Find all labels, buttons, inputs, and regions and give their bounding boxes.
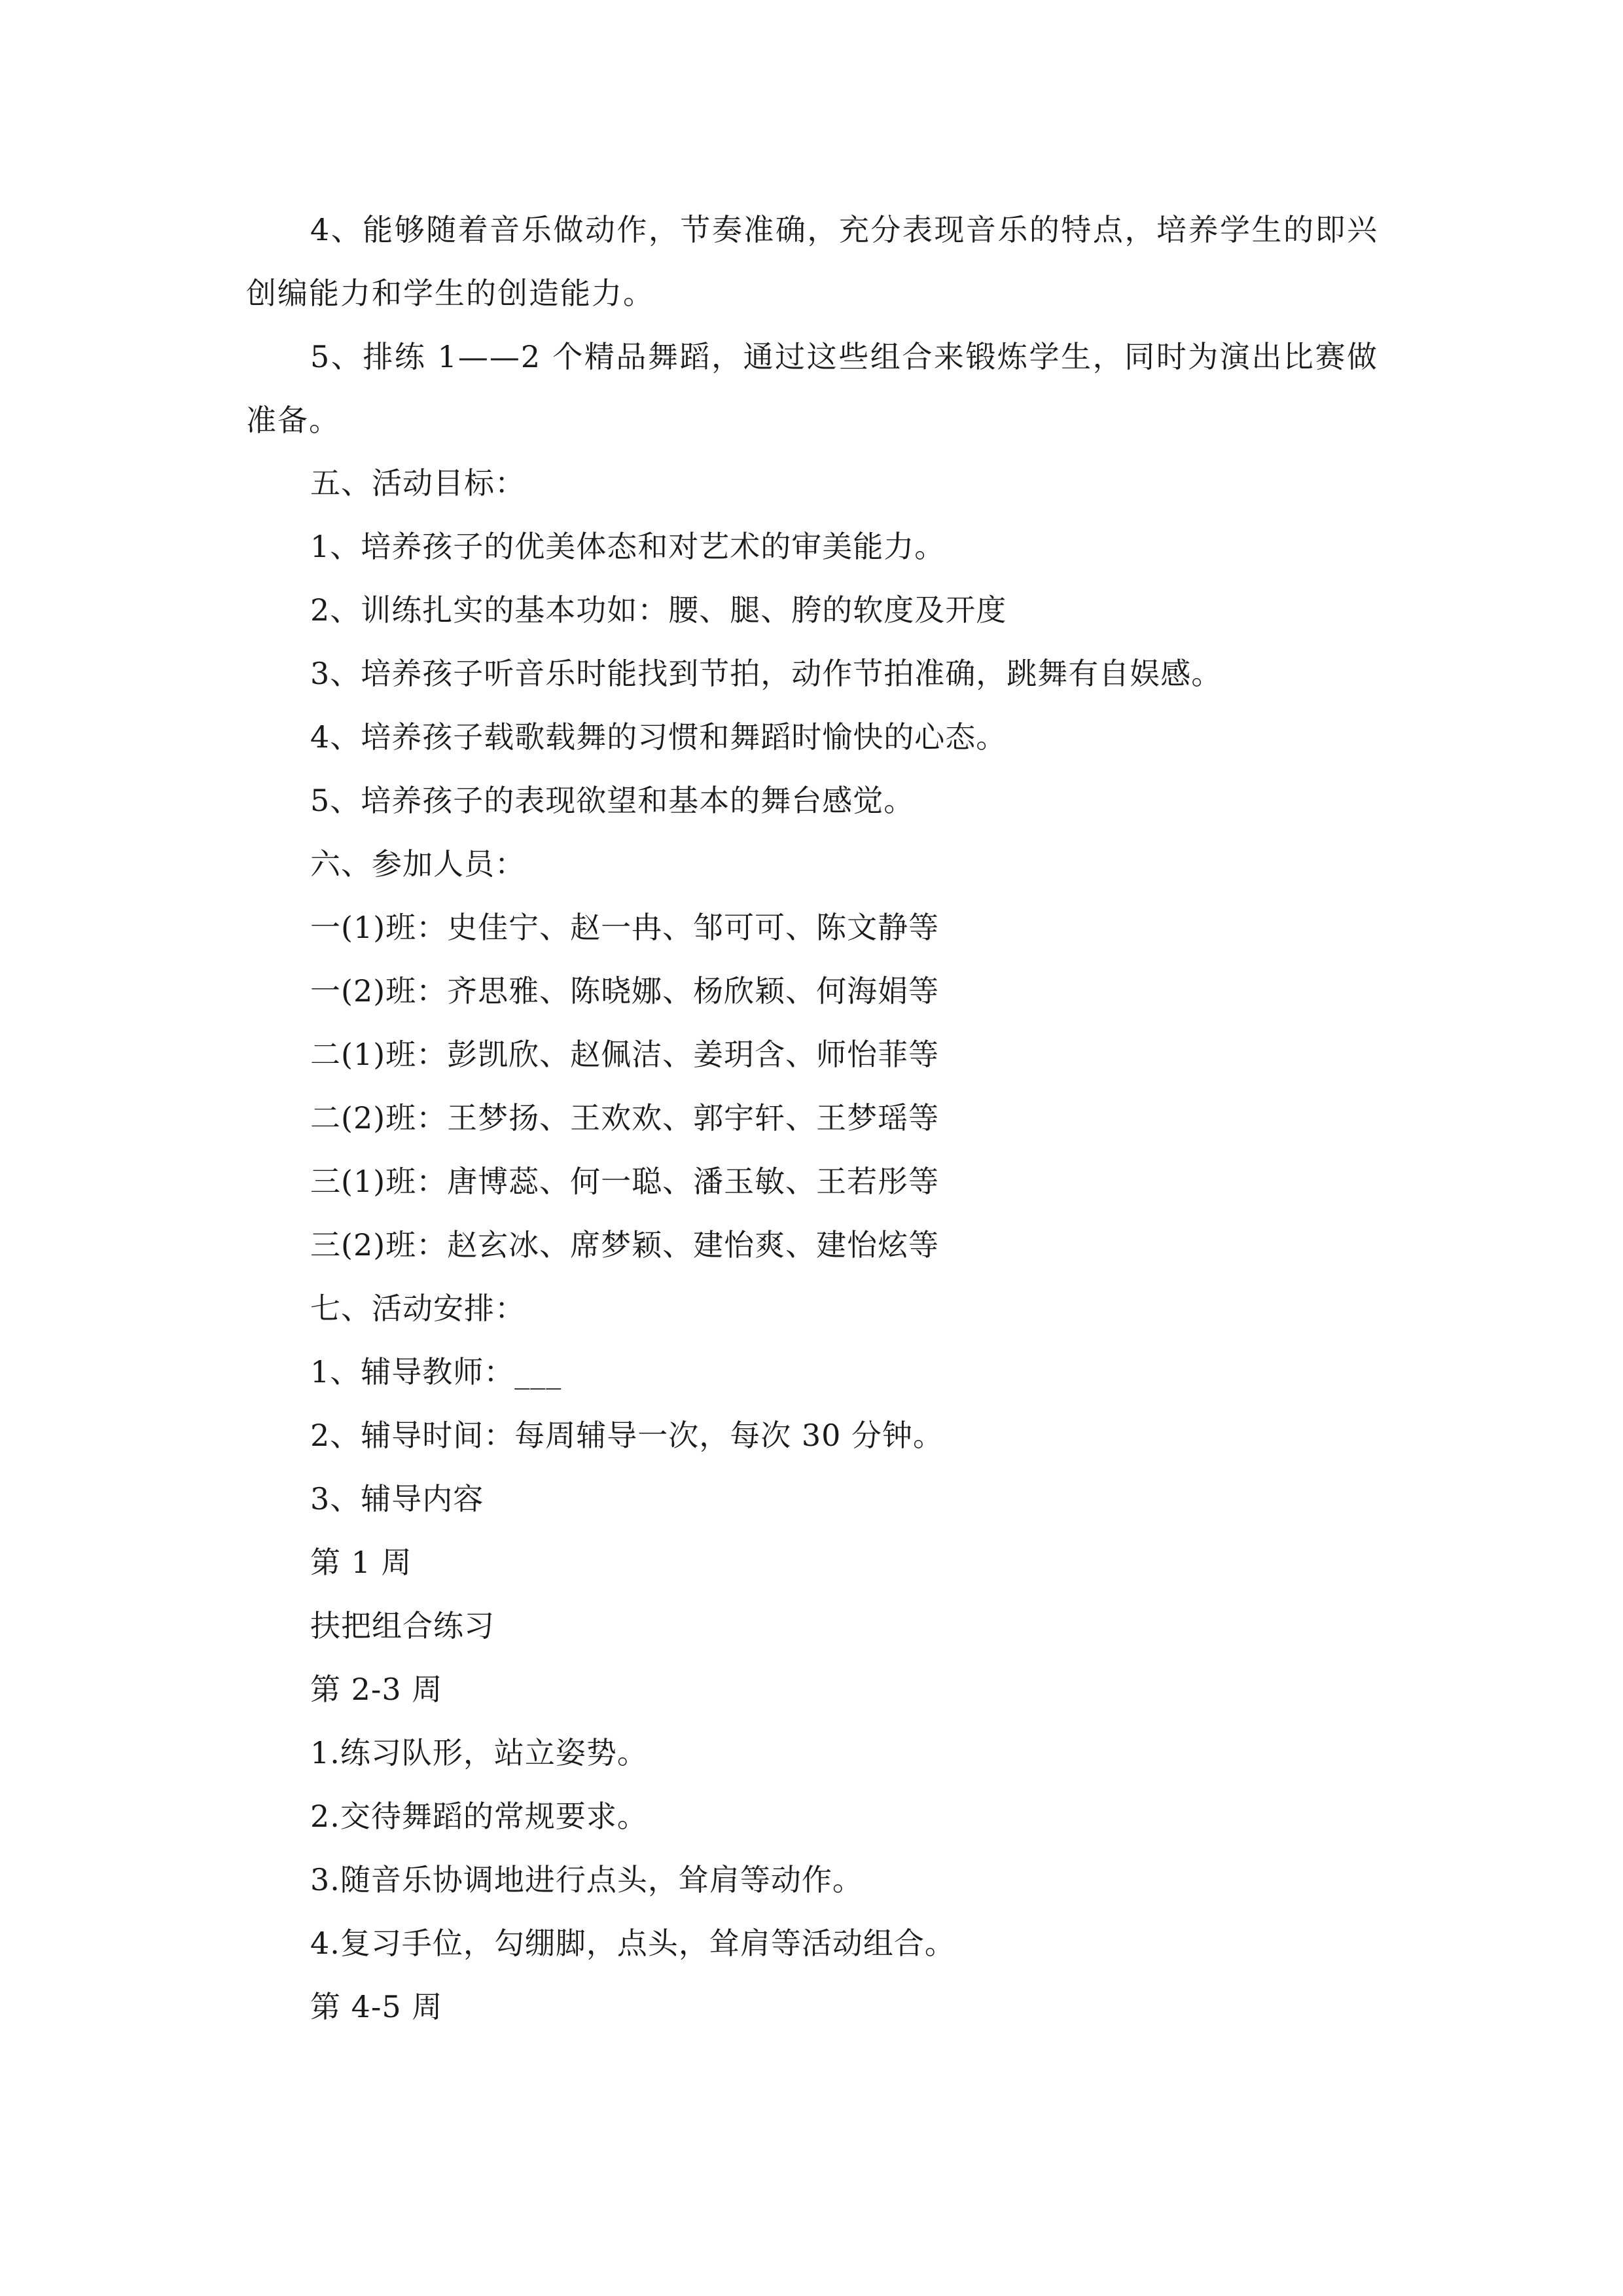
week-4-5-label: 第 4-5 周 [310,1989,443,2024]
week-1-label: 第 1 周 [310,1545,412,1580]
goal-item: 1、培养孩子的优美体态和对艺术的审美能力。 [310,529,946,564]
goal-item: 4、培养孩子载歌载舞的习惯和舞蹈时愉快的心态。 [310,719,1007,755]
participant-class: 三(1)班：唐博蕊、何一聪、潘玉敏、王若彤等 [310,1164,940,1199]
paragraph-item-4: 4、能够随着音乐做动作，节奏准确，充分表现音乐的特点，培养学生的即兴创编能力和学生的创造能力。 [246,212,1378,311]
heading-arrangements: 七、活动安排： [310,1291,526,1326]
paragraph-item-5: 5、排练 1——2 个精品舞蹈，通过这些组合来锻炼学生，同时为演出比赛做准备。 [246,339,1378,438]
participant-class: 二(1)班：彭凯欣、赵佩洁、姜玥含、师怡菲等 [310,1037,940,1072]
arrangement-item: 3、辅导内容 [310,1481,484,1516]
goal-item: 5、培养孩子的表现欲望和基本的舞台感觉。 [310,783,915,818]
heading-activity-goals: 五、活动目标： [310,465,526,501]
week-2-3-item: 3.随音乐协调地进行点头，耸肩等动作。 [310,1862,863,1897]
goal-item: 2、训练扎实的基本功如：腰、腿、胯的软度及开度 [310,592,1007,628]
week-2-3-item: 2.交待舞蹈的常规要求。 [310,1799,648,1834]
week-2-3-item: 1.练习队形，站立姿势。 [310,1735,648,1770]
week-1-content: 扶把组合练习 [310,1608,495,1643]
participant-class: 二(2)班：王梦扬、王欢欢、郭宇轩、王梦瑶等 [310,1100,940,1136]
participant-class: 三(2)班：赵玄冰、席梦颖、建怡爽、建怡炫等 [310,1227,940,1263]
goal-item: 3、培养孩子听音乐时能找到节拍，动作节拍准确，跳舞有自娱感。 [310,656,1222,691]
participant-class: 一(1)班：史佳宁、赵一冉、邹可可、陈文静等 [310,910,940,945]
participant-class: 一(2)班：齐思雅、陈晓娜、杨欣颖、何海娟等 [310,973,940,1009]
arrangement-item: 2、辅导时间：每周辅导一次，每次 30 分钟。 [310,1418,944,1453]
week-2-3-item: 4.复习手位，勾绷脚，点头，耸肩等活动组合。 [310,1926,955,1961]
heading-participants: 六、参加人员： [310,846,526,882]
arrangement-item: 1、辅导教师：___ [310,1354,562,1390]
week-2-3-label: 第 2-3 周 [310,1672,443,1707]
